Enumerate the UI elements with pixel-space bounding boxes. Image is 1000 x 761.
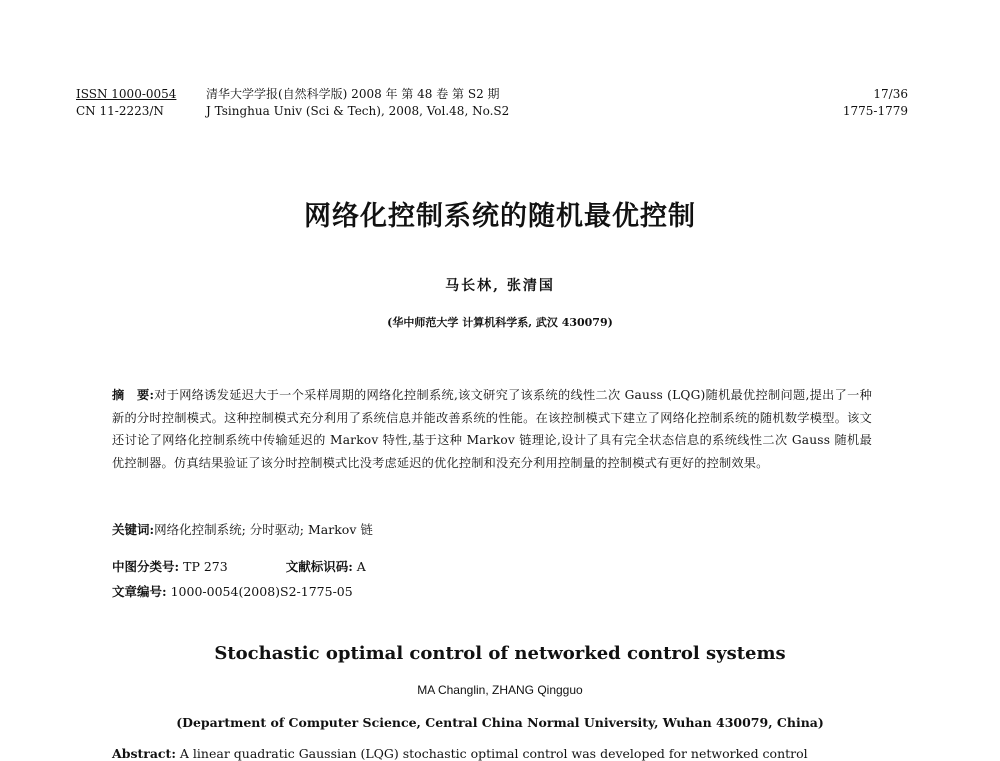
keywords-label: 关键词: bbox=[112, 522, 155, 537]
article-index: 17/36 bbox=[873, 87, 908, 101]
page-info bbox=[843, 86, 908, 120]
journal-ids bbox=[76, 86, 176, 120]
abstract-cn-label: 摘 要: bbox=[112, 388, 155, 402]
authors-en: MA Changlin, ZHANG Qingguo bbox=[417, 683, 583, 697]
keywords-text: 网络化控制系统; 分时驱动; Markov 链 bbox=[154, 522, 373, 537]
paper-title-cn: 网络化控制系统的随机最优控制 bbox=[304, 201, 696, 232]
page-range: 1775-1779 bbox=[842, 104, 908, 118]
journal-citation-en: J Tsinghua Univ (Sci & Tech), 2008, Vol.48, No.S2 bbox=[206, 104, 510, 118]
cn-number: CN 11-2223/N bbox=[76, 104, 164, 118]
authors-cn: 马长林, 张清国 bbox=[445, 278, 555, 294]
keywords bbox=[112, 520, 373, 538]
doc-code-value: A bbox=[356, 559, 366, 574]
clc-label: 中图分类号: bbox=[112, 559, 180, 574]
article-no-label: 文章编号: bbox=[112, 584, 167, 599]
article-no-value: 1000-0054(2008)S2-1775-05 bbox=[170, 584, 353, 599]
clc-value: TP 273 bbox=[183, 559, 228, 574]
doc-code-label: 文献标识码: bbox=[285, 559, 353, 574]
affiliation-en: (Department of Computer Science, Central China Normal University, Wuhan 430079, China) bbox=[176, 715, 824, 730]
journal-citation bbox=[206, 86, 509, 120]
affiliation-cn: (华中师范大学 计算机科学系, 武汉 430079) bbox=[387, 316, 613, 329]
abstract-en bbox=[112, 746, 882, 761]
classification-line bbox=[112, 557, 366, 575]
abstract-cn-text: 对于网络诱发延迟大于一个采样周期的网络化控制系统,该文研究了该系统的线性二次 Gauss (LQG)随机最优控制问题,提出了一种新的分时控制模式。这种控制模式充分利用了系统信息并能改善系统的性能。在该控制模式下建立了网络化控制系统的随机数学模型。该文还讨论了网络化控制系统中传输延迟的 Markov 特性,基于这种 Markov 链理论,设计了具有完全状态信息的系统线性二次 Gauss 随机最优控制器。仿真结果验证了该分时控制模式比没考虑延迟的优化控制和没充分利用控制量的控制模式有更好的控制效果。 bbox=[112, 388, 872, 470]
abstract-cn bbox=[112, 384, 872, 474]
paper-title-en: Stochastic optimal control of networked control systems bbox=[214, 643, 786, 664]
issn-number: ISSN 1000-0054 bbox=[76, 87, 177, 101]
article-number-line bbox=[112, 582, 353, 600]
abstract-en-text: A linear quadratic Gaussian (LQG) stochastic optimal control was developed for networked control bbox=[179, 746, 808, 761]
abstract-en-label: Abstract: bbox=[112, 746, 176, 761]
journal-citation-cn: 清华大学学报(自然科学版) 2008 年 第 48 卷 第 S2 期 bbox=[206, 87, 500, 101]
